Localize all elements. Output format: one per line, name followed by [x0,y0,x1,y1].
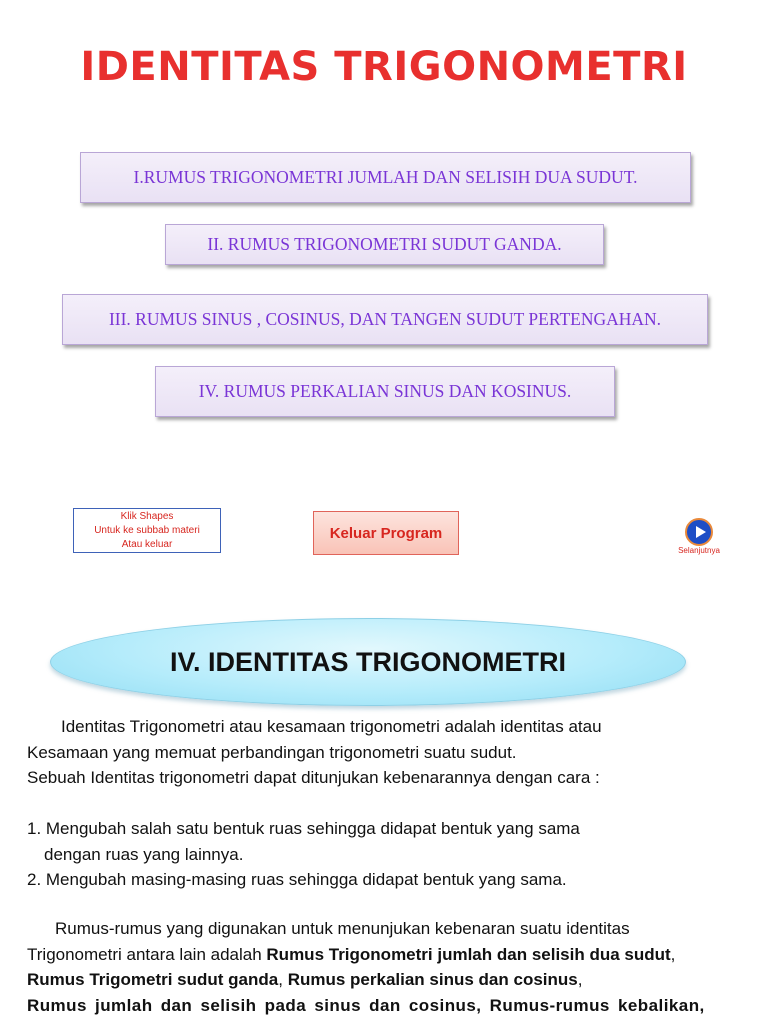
section-heading: IV. IDENTITAS TRIGONOMETRI [50,618,686,706]
bold-text: Rumus jumlah dan selisih pada sinus dan cosinus, Rumus-rumus kebalikan, [27,995,705,1015]
menu-button-perkalian[interactable]: IV. RUMUS PERKALIAN SINUS DAN KOSINUS. [155,366,615,417]
text-line [27,967,753,993]
bold-text: Rumus Trigonometri jumlah dan selisih dua sudut [266,944,671,964]
instruction-line: Klik Shapes [120,511,174,522]
text-line [27,942,753,968]
plain-text: , [577,970,583,989]
steps-list [27,816,753,893]
exit-program-button[interactable]: Keluar Program [313,511,459,555]
text-line [27,993,753,1019]
plain-text: , [278,970,288,989]
next-label: Selanjutnya [678,546,720,555]
intro-paragraph [27,714,753,791]
step-item: 2. Mengubah masing-masing ruas sehingga didapat bentuk yang sama. [27,870,567,889]
bold-text: Rumus perkalian sinus dan cosinus [287,970,578,989]
play-circle-icon[interactable] [685,518,713,546]
text-line: Kesamaan yang memuat perbandingan trigonometri suatu sudut. [27,742,517,762]
menu-button-sudut-ganda[interactable]: II. RUMUS TRIGONOMETRI SUDUT GANDA. [165,224,604,265]
instruction-box [73,508,221,553]
menu-button-sudut-pertengahan[interactable]: III. RUMUS SINUS , COSINUS, DAN TANGEN SUDUT PERTENGAHAN. [62,294,708,345]
next-button[interactable] [664,518,734,560]
menu-button-jumlah-selisih[interactable]: I.RUMUS TRIGONOMETRI JUMLAH DAN SELISIH DUA SUDUT. [80,152,691,203]
bold-text: Rumus Trigometri sudut ganda [27,970,279,989]
formulas-paragraph [27,916,753,1018]
plain-text: Trigonometri antara lain adalah [27,944,267,964]
text-line: Rumus-rumus yang digunakan untuk menunjukan kebenaran suatu identitas [55,919,630,938]
instruction-line: Atau keluar [121,539,173,550]
page-title: IDENTITAS TRIGONOMETRI [80,44,688,90]
instruction-line: Untuk ke subbab materi [94,525,200,536]
step-item-continuation: dengan ruas yang lainnya. [44,844,244,864]
plain-text: , [670,944,676,964]
text-line: Sebuah Identitas trigonometri dapat ditunjukan kebenarannya dengan cara : [27,768,600,787]
text-line: Identitas Trigonometri atau kesamaan trigonometri adalah identitas atau [61,717,602,736]
step-item: 1. Mengubah salah satu bentuk ruas sehingga didapat bentuk yang sama [27,819,580,838]
